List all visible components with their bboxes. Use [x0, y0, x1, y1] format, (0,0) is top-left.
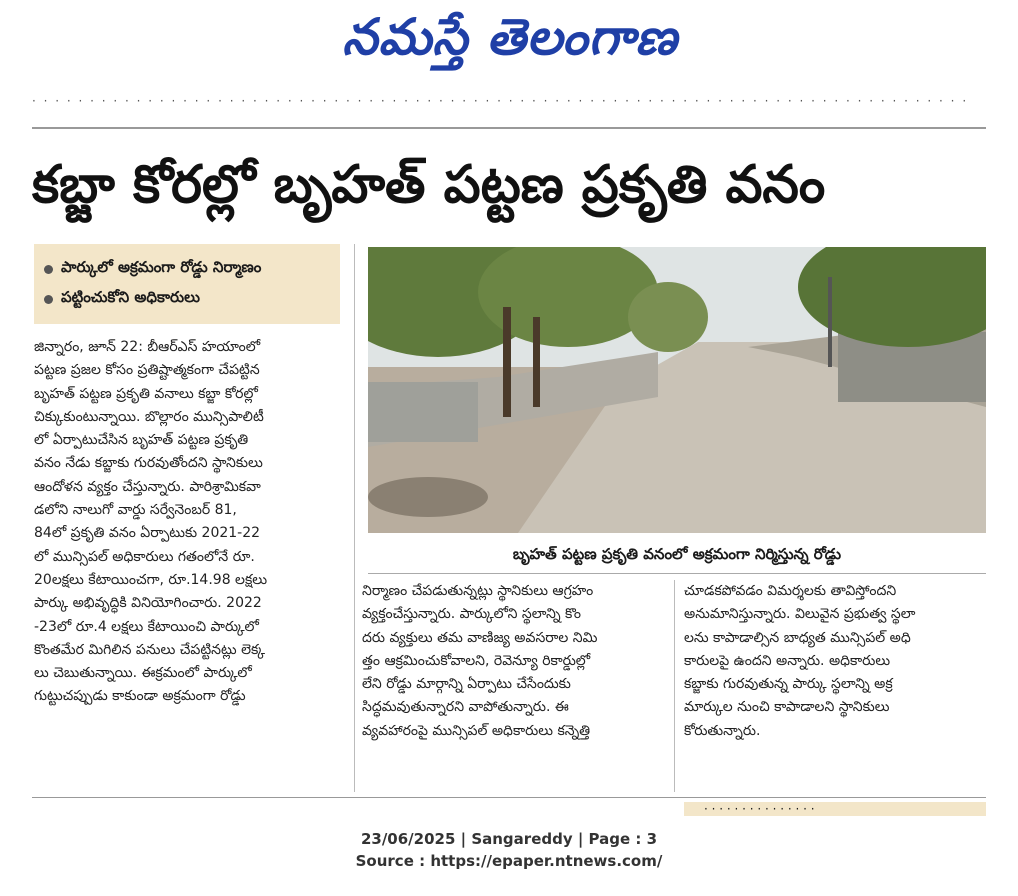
bullet-dot-icon	[44, 295, 53, 304]
headline: కబ్జా కోరల్లో బృహత్ పట్టణ ప్రకృతి వనం	[32, 155, 826, 215]
article-line: వనం నేడు కబ్జాకు గురవుతోందని స్థానికులు	[34, 455, 263, 472]
article-column-3	[684, 580, 986, 743]
article-line: లను కాపాడాల్సిన బాధ్యత మున్సిపల్ అధి	[684, 629, 911, 646]
photo-caption: బృహత్ పట్టణ ప్రకృతి వనంలో అక్రమంగా నిర్మిస్తున్న రోడ్డు	[512, 545, 842, 563]
column-divider	[674, 580, 675, 792]
footer-source[interactable]: Source : https://epaper.ntnews.com/	[355, 852, 663, 870]
bullet-text: పార్కులో అక్రమంగా రోడ్డు నిర్మాణం	[61, 258, 262, 276]
article-line: బృహత్ పట్టణ ప్రకృతి వనాలు కబ్జా కోరల్లో	[34, 385, 258, 402]
article-line: వ్యక్తంచేస్తున్నారు. పార్కులోని స్థలాన్ని కొం	[362, 606, 581, 623]
article-line: పార్కు అభివృద్ధికి వినియోగించారు. 2022	[34, 595, 262, 612]
footer-date-edition: 23/06/2025 | Sangareddy | Page : 3	[360, 830, 658, 848]
caption-divider	[368, 573, 986, 574]
article-line: పట్టణ ప్రజల కోసం ప్రతిష్టాత్మకంగా చేపట్టిన	[34, 362, 260, 379]
bottom-divider	[32, 797, 986, 798]
bullet-item	[44, 254, 330, 284]
article-column-2	[362, 580, 664, 743]
article-line: -23లో రూ.4 లక్షలు కేటాయించి పార్కులో	[34, 618, 259, 635]
column-divider	[354, 244, 355, 792]
article-line: కోరుతున్నారు.	[684, 722, 761, 739]
top-divider	[32, 127, 986, 129]
article-line: వ్యవహారంపై మున్సిపల్ అధికారులు కన్నెత్తి	[362, 722, 591, 739]
article-line: దరు వ్యక్తులు తమ వాణిజ్య అవసరాల నిమి	[362, 629, 598, 646]
article-line: కొంతమేర మిగిలిన పనులు చేపట్టినట్లు లెక్క	[34, 641, 266, 658]
news-photo	[368, 247, 986, 533]
bullet-item	[44, 284, 330, 314]
article-line: గుట్టుచప్పుడు కాకుండా అక్రమంగా రోడ్డు	[34, 688, 246, 705]
article-line: సిద్ధమవుతున్నారని వాపోతున్నారు. ఈ	[362, 699, 569, 716]
article-line: జిన్నారం, జూన్ 22: బీఆర్ఎస్ హయాంలో	[34, 339, 261, 355]
article-line: కబ్జాకు గురవుతున్న పార్కు స్థలాన్ని అక్ర	[684, 676, 893, 693]
masthead-logo: నమస్తే తెలంగాణ	[342, 8, 678, 66]
cut-off-next-article: · · · · · · · · · · · · · · ·	[684, 802, 986, 816]
article-line: లో మున్సిపల్ అధికారులు గతంలోనే రూ.	[34, 548, 255, 565]
page-footer	[0, 828, 1018, 872]
bullet-text: పట్టించుకోని అధికారులు	[61, 288, 200, 306]
article-line: అనుమానిస్తున్నారు. విలువైన ప్రభుత్వ స్థలా	[684, 606, 916, 623]
cut-off-text-strip: · · · · · · · · · · · · · · · · · · · · · · · · · · · · · · · · · · · · · · · · · · · · · · · · · · · · · · · · · · · · · · · · · · · · · · · · · · · · · · · · ·	[32, 96, 969, 106]
article-line: లు చెబుతున్నాయి. ఈక్రమంలో పార్కులో	[34, 665, 252, 682]
article-line: చిక్కుకుంటున్నాయి. బొల్లారం మున్సిపాలిటీ	[34, 408, 264, 425]
article-line: 84లో ప్రకృతి వనం ఏర్పాటుకు 2021-22	[34, 525, 261, 542]
article-line: డలోని నాలుగో వార్డు సర్వేనెంబర్ 81,	[34, 502, 237, 519]
article-line: లో ఏర్పాటుచేసిన బృహత్ పట్టణ ప్రకృతి	[34, 432, 249, 449]
article-column-1	[34, 336, 346, 709]
article-line: 20లక్షలు కేటాయించగా, రూ.14.98 లక్షలు	[34, 571, 268, 588]
article-line: కారులపై ఉందని అన్నారు. అధికారులు	[684, 652, 891, 669]
road-photo-illustration	[368, 247, 986, 533]
bullet-box	[34, 244, 340, 324]
article-line: నిర్మాణం చేపడుతున్నట్లు స్థానికులు ఆగ్రహం	[362, 583, 594, 599]
article-line: చూడకపోవడం విమర్శలకు తావిస్తోందని	[684, 583, 897, 599]
article-line: త్తం ఆక్రమించుకోవాలని, రెవెన్యూ రికార్డుల్లో	[362, 652, 591, 669]
article-line: మార్కుల నుంచి కాపాడాలని స్థానికులు	[684, 699, 890, 716]
article-line: లేని రోడ్డు మార్గాన్ని ఏర్పాటు చేసేందుకు	[362, 676, 571, 693]
article-line: ఆందోళన వ్యక్తం చేస్తున్నారు. పారిశ్రామికవా	[34, 478, 261, 495]
bullet-dot-icon	[44, 265, 53, 274]
